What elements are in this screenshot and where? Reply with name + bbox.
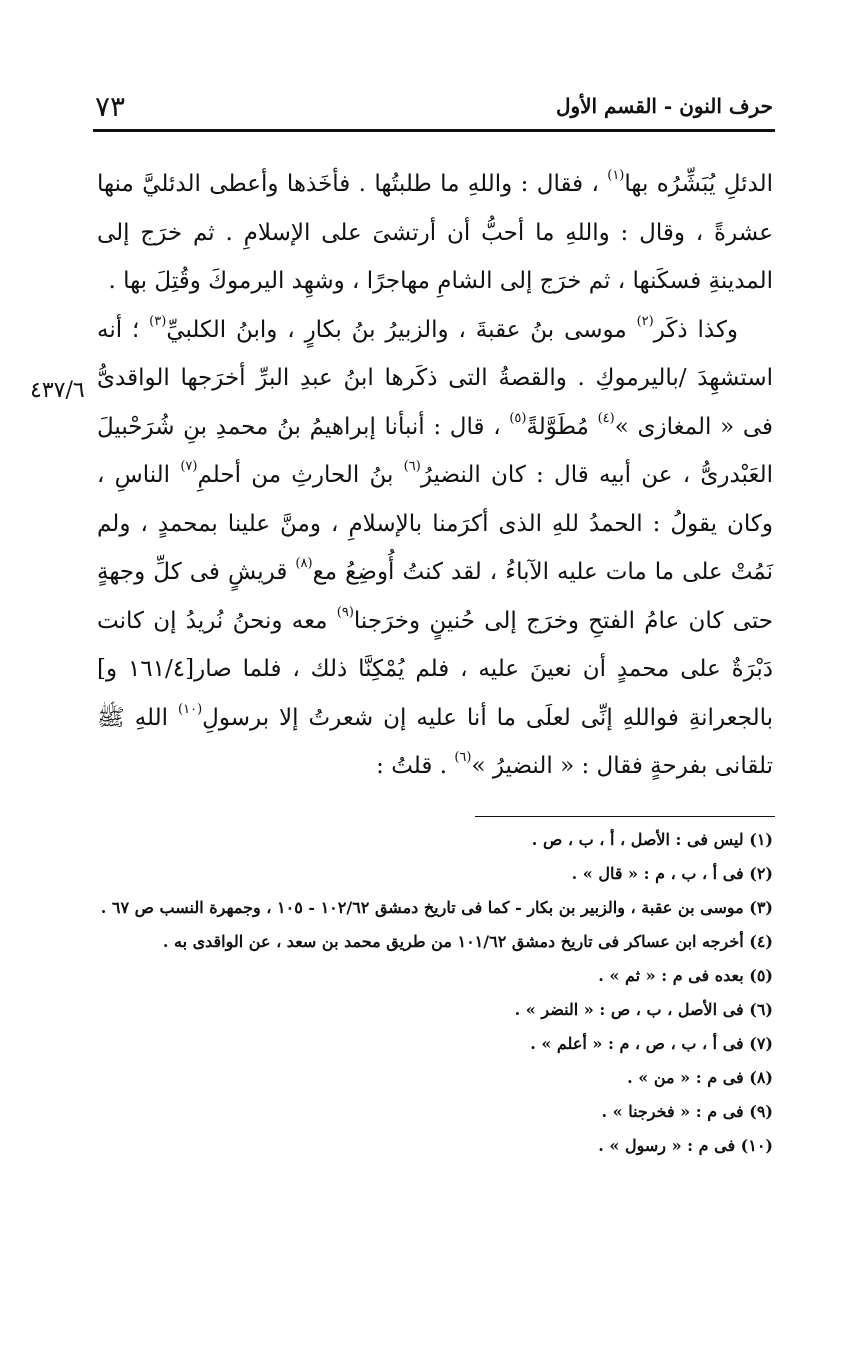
footnote: (٩) فى م : « فخرجنا » . bbox=[601, 1102, 773, 1121]
footnote: (٨) فى م : « من » . bbox=[627, 1068, 773, 1087]
paragraph bbox=[97, 160, 773, 306]
footnote: (٧) فى أ ، ب ، ص ، م : « أعلم » . bbox=[530, 1034, 773, 1053]
footnote-ref: (١٠) bbox=[178, 701, 203, 717]
footnote-ref: (٦) bbox=[403, 459, 421, 474]
text-segment: اللهِ ﷺ تلقانى بفرحةٍ فقال : « النضيرُ » bbox=[97, 704, 773, 779]
text-segment: . قلتُ : bbox=[376, 753, 455, 779]
footnote-ref: (٢) bbox=[636, 313, 654, 329]
footnote-ref: (١) bbox=[607, 168, 625, 183]
footnote-ref: (٤) bbox=[597, 410, 615, 426]
footnote-ref: (٣) bbox=[149, 313, 167, 329]
text-segment: وكذا ذكَر bbox=[653, 316, 739, 343]
footnote: (٥) بعده فى م : « ثم » . bbox=[598, 966, 773, 985]
header-rule bbox=[93, 129, 775, 132]
footnote: (٢) فى أ ، ب ، م : « قال » . bbox=[571, 864, 773, 883]
text-segment: قريشٍ فى كلِّ وجهةٍ حتى كان عامُ الفتحِ وخرَج إلى حُنينٍ وخرَجنا bbox=[97, 559, 773, 634]
running-title: حرف النون - القسم الأول bbox=[555, 94, 773, 118]
text-segment: ، قال : أنبأنا إبراهيمُ بنُ محمدِ بنِ شُرَحْبيلَ العَبْدرىُّ ، عن أبيه قال : كان النضيرُ bbox=[97, 413, 773, 488]
page-number: ٧٣ bbox=[95, 89, 126, 123]
footnote: (١) ليس فى : الأصل ، أ ، ب ، ص . bbox=[531, 830, 773, 849]
text-segment: ؛ أنه استشهِدَ /باليرموكِ . والقصةُ التى ذكَرها ابنُ عبدِ البرِّ أخرَجها الواقدىُّ فى « المغازى » bbox=[97, 316, 774, 440]
footnote-ref: (٩) bbox=[336, 604, 354, 620]
footnote: (٦) فى الأصل ، ب ، ص : « النضر » . bbox=[514, 1000, 773, 1019]
footnote-ref: (٥) bbox=[509, 410, 527, 426]
footnote-ref: (٧) bbox=[180, 459, 198, 474]
main-text bbox=[97, 160, 773, 791]
footnote: (٤) أخرجه ابن عساكر فى تاريخ دمشق ١٠١/٦٢ من طريق محمد بن سعد ، عن الواقدى به . bbox=[162, 932, 773, 951]
footnote-rule bbox=[475, 816, 775, 817]
paragraph bbox=[97, 306, 773, 791]
text-segment: الدئلِ يُبَشِّرُه بها bbox=[624, 171, 774, 197]
margin-reference: ٤٣٧/٦ bbox=[30, 378, 85, 403]
text-segment: معه ونحنُ نُريدُ إن كانت دَبْرَةٌ على محمدٍ أن نعينَ عليه ، فلم يُمْكِنَّا ذلك ، فلما صار[١٦١/٤ و] بالجعرانةِ فواللهِ إنِّى لعلَى ما أنا عليه إن شعرتُ إلا برسولِ bbox=[97, 607, 773, 731]
footnote: (١٠) فى م : « رسول » . bbox=[598, 1136, 773, 1155]
footnote-ref: (٨) bbox=[295, 556, 313, 571]
page-header bbox=[95, 86, 773, 126]
text-segment: مُطَوَّلةً bbox=[526, 413, 598, 440]
text-segment: بنُ الحارثِ من أحلمِ bbox=[197, 462, 404, 488]
footnote: (٣) موسى بن عقبة ، والزبير بن بكار - كما فى تاريخ دمشق ١٠٢/٦٢ - ١٠٥ ، وجمهرة النسب ص ٦٧ . bbox=[100, 898, 773, 917]
footnotes bbox=[97, 826, 773, 1166]
text-segment: موسى بنُ عقبةَ ، والزبيرُ بنُ بكارٍ ، وابنُ الكلبيِّ bbox=[166, 316, 637, 343]
text-segment: ، فقال : واللهِ ما طلبتُها . فأخَذها وأعطى الدئليَّ منها عشرةً ، وقال : واللهِ ما أحبُّ أن أرتشىَ على الإسلامِ . ثم خرَج إلى المدينةِ فسكَنها ، ثم خرَج إلى الشامِ مهاجرًا ، وشهِد اليرموكَ وقُتِلَ بها . bbox=[97, 171, 773, 294]
footnote-ref: (٦) bbox=[454, 750, 472, 765]
text-segment: الناسِ ، وكان يقولُ : الحمدُ للهِ الذى أكرَمنا بالإسلامِ ، ومنَّ علينا بمحمدٍ ، ولم نَمُتْ على ما مات عليه الآباءُ ، لقد كنتُ أُوضِعُ مع bbox=[97, 462, 773, 585]
